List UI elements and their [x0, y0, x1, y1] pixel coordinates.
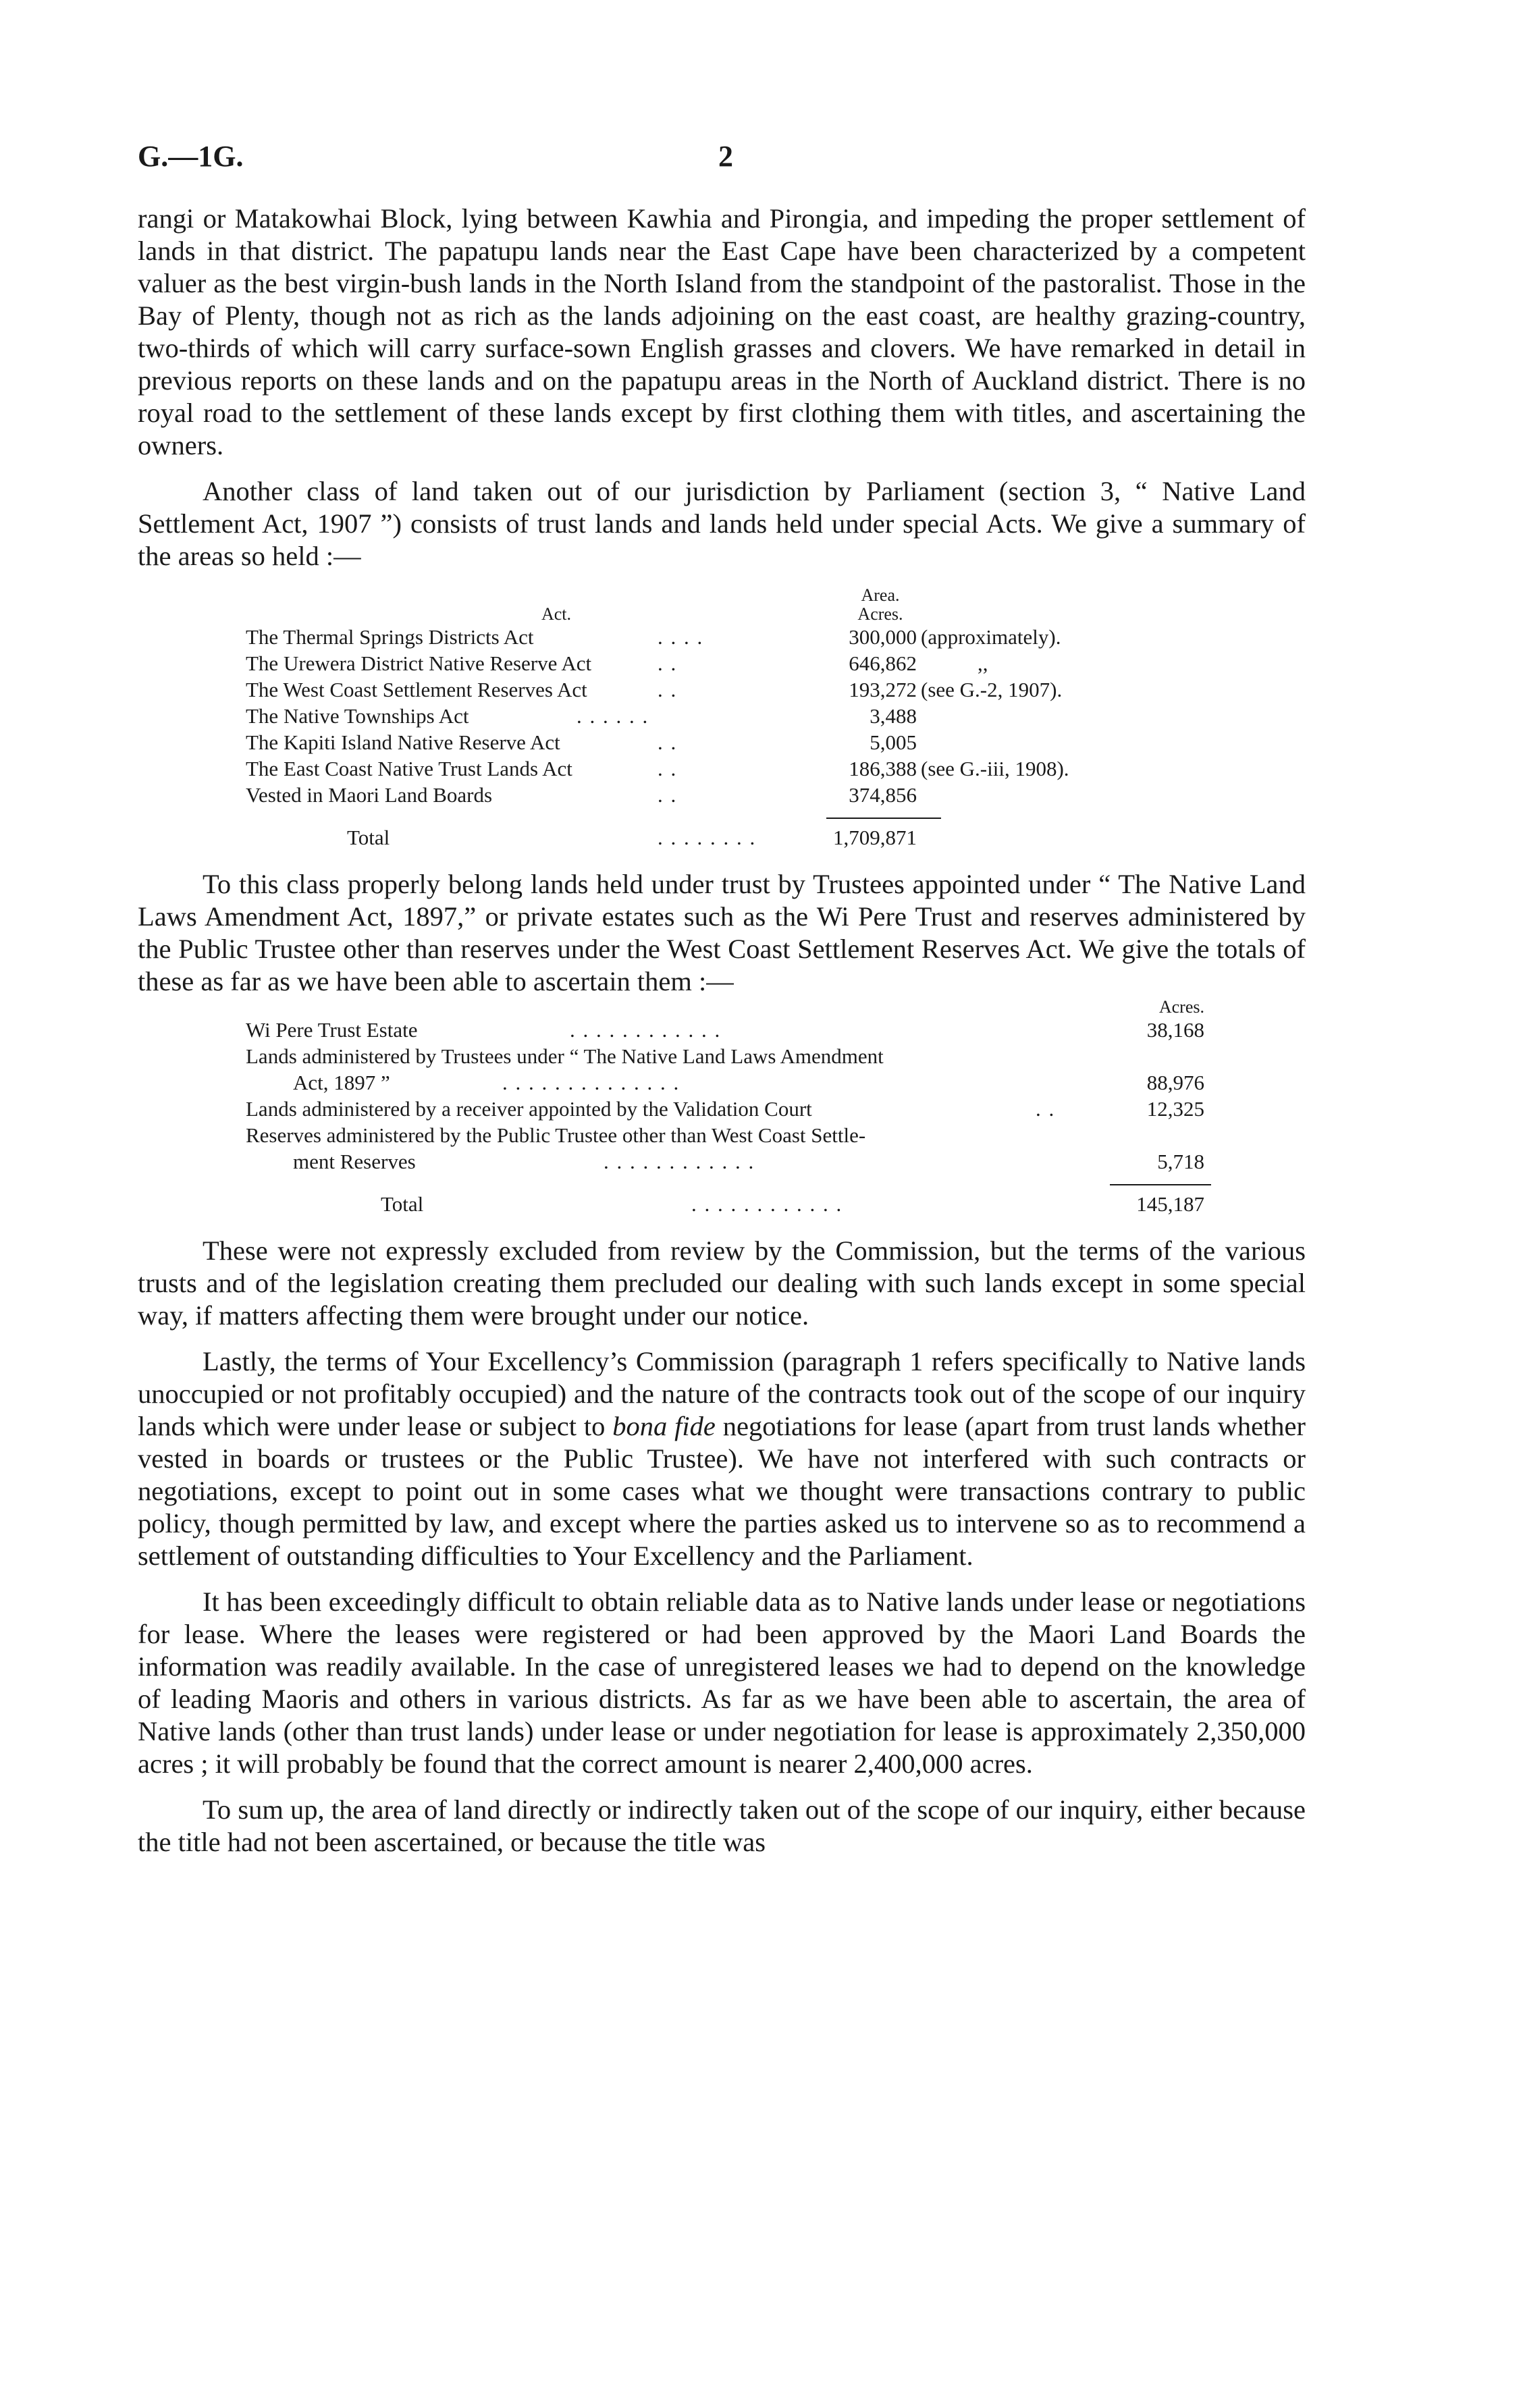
column-header-act: Act.: [541, 604, 572, 624]
row-value: 38,168: [1146, 1018, 1204, 1042]
table-header: [246, 998, 1204, 1017]
area-note: (approximately).: [921, 625, 1061, 649]
row-value: 12,325: [1146, 1097, 1204, 1121]
paragraph-6: It has been exceedingly difficult to obtain reliable data as to Native lands under lease or negotiations for lease. Where the leases were registered or had been approved by the Maori Land Boards the information was readily available. In the case of unregistered leases we had to depend on the knowledge of leading Maoris and others in various districts. As far as we have been able to ascertain, the area of Native lands (other than trust lands) under lease or under negotiation for lease is approximately 2,350,000 acres ; it will probably be found that the correct amount is nearer 2,400,000 acres.: [138, 1586, 1306, 1779]
document-reference: G.—1G.: [138, 140, 244, 173]
row-label-continued: ment Reserves: [293, 1150, 416, 1173]
table-row: [246, 650, 1204, 676]
act-name: The Urewera District Native Reserve Act: [246, 651, 592, 675]
table-row-continuation: [246, 1148, 1204, 1175]
special-acts-table: [246, 586, 1204, 851]
table-row: [246, 1043, 1204, 1069]
paragraph-4: These were not expressly excluded from review by the Commission, but the terms of the various trusts and of the legislation creating them precluded our dealing with such lands except in some special way, if matters affecting them were brought under our notice.: [138, 1235, 1306, 1331]
row-label: Lands administered by a receiver appointed by the Validation Court: [246, 1097, 812, 1121]
total-value: 145,187: [1136, 1192, 1204, 1216]
column-unit: Acres.: [857, 604, 903, 624]
latin-phrase: bona fide: [612, 1411, 716, 1441]
area-value: 186,388: [849, 757, 917, 780]
table-row-continuation: [246, 1069, 1204, 1096]
table-row: [246, 1096, 1204, 1122]
area-value: 374,856: [849, 783, 917, 807]
area-value: 300,000: [849, 625, 917, 649]
total-value: 1,709,871: [833, 826, 917, 849]
table-row: [246, 1122, 1204, 1148]
paragraph-1: rangi or Matakowhai Block, lying between Kawhia and Pirongia, and impeding the proper settlement of lands in that district. The papatupu lands near the East Cape have been characterized by a competent valuer as the best virgin-bush lands in the North Island from the standpoint of the pastoralist. Those in the Bay of Plenty, though not as rich as the lands adjoining on the east coast, are healthy grazing-country, two-thirds of which will carry surface-sown English grasses and clovers. We have remarked in detail in previous reports on these lands and on the papatupu areas in the North of Auckland district. There is no royal road to the settlement of these lands except by first clothing them with titles, and ascertaining the owners.: [138, 203, 1306, 460]
table-header: [246, 586, 1204, 624]
leader-dots: . .: [658, 678, 678, 701]
area-value: 5,005: [870, 730, 917, 754]
leader-dots: . . . . . . . . . . . .: [570, 1018, 722, 1042]
table-row: [246, 676, 1204, 703]
table-row: [246, 1017, 1204, 1043]
row-label: Lands administered by Trustees under “ The Native Land Laws Amendment: [246, 1044, 884, 1068]
leader-dots: . .: [658, 730, 678, 754]
table-row: [246, 703, 1204, 729]
document-body: [138, 203, 1306, 1858]
area-note: (see G.-iii, 1908).: [921, 757, 1069, 780]
act-name: The Native Townships Act: [246, 704, 469, 728]
leader-dots: . .: [1036, 1097, 1056, 1121]
act-name: Vested in Maori Land Boards: [246, 783, 493, 807]
paragraph-7: To sum up, the area of land directly or indirectly taken out of the scope of our inquiry, either because the title had not been ascertained, or because the title was: [138, 1794, 1306, 1857]
total-label: Total: [347, 826, 390, 849]
table-row: [246, 782, 1204, 808]
page-header: [138, 139, 1306, 180]
leader-dots: . .: [658, 651, 678, 675]
row-label: Wi Pere Trust Estate: [246, 1018, 418, 1042]
area-note: (see G.-2, 1907).: [921, 678, 1063, 701]
leader-dots: . .: [658, 783, 678, 807]
leader-dots: . . . . . . . . . . . .: [691, 1192, 843, 1216]
leader-dots: . . . . . . . . . . . . . .: [502, 1071, 680, 1094]
leader-dots: . . . .: [658, 625, 704, 649]
total-row: [246, 824, 1204, 851]
leader-dots: . . . . . . . .: [658, 826, 757, 849]
area-note: ,,: [978, 651, 988, 675]
paragraph-3: To this class properly belong lands held under trust by Trustees appointed under “ The Native Land Laws Amendment Act, 1897,” or private estates such as the Wi Pere Trust and reserves administered by the Public Trustee other than reserves under the West Coast Settlement Reserves Act. We give the totals of these as far as we have been able to ascertain them :—: [138, 869, 1306, 996]
row-label-continued: Act, 1897 ”: [293, 1071, 390, 1094]
row-label: Reserves administered by the Public Trustee other than West Coast Settle-: [246, 1123, 866, 1147]
table-row: [246, 729, 1204, 755]
paragraph-2: Another class of land taken out of our jurisdiction by Parliament (section 3, “ Native Land Settlement Act, 1907 ”) consists of trust lands and lands held under special Acts. We give a summary of the areas so held :—: [138, 476, 1306, 571]
area-value: 3,488: [870, 704, 917, 728]
table-row: [246, 755, 1204, 782]
row-value: 88,976: [1146, 1071, 1204, 1094]
trust-lands-table: [246, 998, 1204, 1217]
page-number: 2: [718, 140, 733, 173]
area-value: 193,272: [849, 678, 917, 701]
leader-dots: . .: [658, 757, 678, 780]
act-name: The West Coast Settlement Reserves Act: [246, 678, 587, 701]
leader-dots: . . . . . .: [577, 704, 649, 728]
act-name: The East Coast Native Trust Lands Act: [246, 757, 572, 780]
total-row: [246, 1191, 1204, 1217]
sum-rule: [826, 818, 941, 819]
leader-dots: . . . . . . . . . . . .: [604, 1150, 755, 1173]
total-label: Total: [381, 1192, 424, 1216]
act-name: The Thermal Springs Districts Act: [246, 625, 534, 649]
paragraph-5: Lastly, the terms of Your Excellency’s Commission (paragraph 1 refers specifically to Native lands unoccupied or not profitably occupied) and the nature of the contracts took out of the scope of our inquiry lands which were under lease or subject to bona fide negotiations for lease (apart from trust lands whether vested in boards or trustees or the Public Trustee). We have not interfered with such contracts or negotiations, except to point out in some cases what we thought were transactions contrary to public policy, though permitted by law, and except where the parties asked us to intervene so as to recommend a settlement of outstanding difficulties to Your Excellency and the Parliament.: [138, 1346, 1306, 1571]
area-value: 646,862: [849, 651, 917, 675]
table-row: [246, 624, 1204, 650]
sum-rule: [1110, 1184, 1211, 1185]
column-header-area: Area. Acres.: [857, 585, 903, 624]
act-name: The Kapiti Island Native Reserve Act: [246, 730, 560, 754]
row-value: 5,718: [1157, 1150, 1204, 1173]
column-unit: Acres.: [1158, 997, 1204, 1017]
